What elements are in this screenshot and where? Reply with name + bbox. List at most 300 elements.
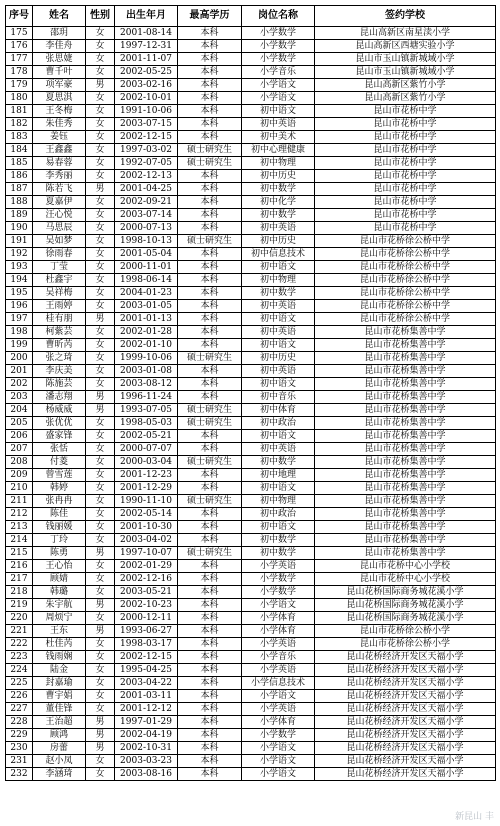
cell-education: 本科 (178, 326, 242, 339)
table-row (6, 53, 496, 66)
cell-birth-date: 1997-01-29 (115, 716, 178, 729)
cell-position: 初中英语 (242, 300, 315, 313)
cell-education: 本科 (178, 105, 242, 118)
cell-school: 昆山市花桥中学 (315, 157, 496, 170)
cell-serial-number: 223 (6, 651, 33, 664)
cell-position: 小学语文 (242, 79, 315, 92)
cell-position: 小学数学 (242, 27, 315, 40)
cell-birth-date: 2003-07-15 (115, 118, 178, 131)
cell-education: 本科 (178, 599, 242, 612)
cell-school: 昆山花桥国际商务城花溪小学 (315, 586, 496, 599)
cell-birth-date: 2003-08-12 (115, 378, 178, 391)
cell-birth-date: 2002-12-13 (115, 170, 178, 183)
cell-gender: 男 (86, 79, 115, 92)
cell-position: 初中数学 (242, 456, 315, 469)
cell-education: 本科 (178, 287, 242, 300)
cell-name: 陈佳 (33, 508, 86, 521)
cell-school: 昆山花桥经济开发区天福小学 (315, 768, 496, 781)
cell-position: 初中物理 (242, 274, 315, 287)
table-row (6, 196, 496, 209)
table-row (6, 131, 496, 144)
cell-gender: 女 (86, 443, 115, 456)
cell-education: 本科 (178, 222, 242, 235)
cell-serial-number: 216 (6, 560, 33, 573)
cell-position: 小学语文 (242, 690, 315, 703)
cell-education: 硕士研究生 (178, 144, 242, 157)
cell-education: 本科 (178, 92, 242, 105)
table-row (6, 768, 496, 781)
cell-gender: 女 (86, 677, 115, 690)
cell-school: 昆山市花桥集善中学 (315, 417, 496, 430)
cell-position: 初中语文 (242, 482, 315, 495)
table-row (6, 66, 496, 79)
cell-serial-number: 186 (6, 170, 33, 183)
cell-school: 昆山高新区南星渎小学 (315, 27, 496, 40)
cell-school: 昆山高新区紫竹小学 (315, 79, 496, 92)
cell-gender: 女 (86, 651, 115, 664)
cell-serial-number: 229 (6, 729, 33, 742)
cell-position: 小学英语 (242, 703, 315, 716)
table-row (6, 105, 496, 118)
table-row (6, 378, 496, 391)
cell-serial-number: 219 (6, 599, 33, 612)
cell-school: 昆山市花桥集善中学 (315, 430, 496, 443)
cell-birth-date: 2002-01-28 (115, 326, 178, 339)
cell-serial-number: 220 (6, 612, 33, 625)
cell-name: 吴祥梅 (33, 287, 86, 300)
table-row (6, 456, 496, 469)
cell-name: 顾婧 (33, 573, 86, 586)
cell-position: 初中语文 (242, 261, 315, 274)
cell-education: 本科 (178, 469, 242, 482)
cell-position: 初中数学 (242, 547, 315, 560)
cell-birth-date: 1996-11-24 (115, 391, 178, 404)
cell-name: 李秀丽 (33, 170, 86, 183)
cell-birth-date: 1993-07-05 (115, 404, 178, 417)
cell-school: 昆山市花桥集善中学 (315, 534, 496, 547)
cell-position: 初中物理 (242, 495, 315, 508)
cell-birth-date: 2002-05-14 (115, 508, 178, 521)
cell-gender: 女 (86, 300, 115, 313)
cell-school: 昆山花桥经济开发区天福小学 (315, 755, 496, 768)
cell-serial-number: 232 (6, 768, 33, 781)
cell-school: 昆山市花桥集善中学 (315, 508, 496, 521)
cell-gender: 女 (86, 209, 115, 222)
header-serial-number: 序号 (6, 6, 33, 27)
cell-position: 初中历史 (242, 352, 315, 365)
cell-name: 曾雪莲 (33, 469, 86, 482)
cell-birth-date: 2002-12-15 (115, 651, 178, 664)
cell-education: 本科 (178, 521, 242, 534)
cell-name: 李佳舟 (33, 40, 86, 53)
cell-education: 硕士研究生 (178, 235, 242, 248)
cell-name: 封嘉瑜 (33, 677, 86, 690)
cell-name: 张之琦 (33, 352, 86, 365)
cell-serial-number: 178 (6, 66, 33, 79)
cell-birth-date: 1991-10-06 (115, 105, 178, 118)
cell-name: 周烦宁 (33, 612, 86, 625)
cell-position: 小学语文 (242, 768, 315, 781)
cell-gender: 女 (86, 248, 115, 261)
cell-school: 昆山市花桥中学 (315, 170, 496, 183)
cell-gender: 女 (86, 560, 115, 573)
cell-birth-date: 2002-01-10 (115, 339, 178, 352)
table-row (6, 222, 496, 235)
cell-education: 本科 (178, 430, 242, 443)
cell-gender: 女 (86, 482, 115, 495)
cell-name: 朱佳秀 (33, 118, 86, 131)
cell-birth-date: 2002-10-23 (115, 599, 178, 612)
cell-serial-number: 180 (6, 92, 33, 105)
cell-serial-number: 176 (6, 40, 33, 53)
cell-school: 昆山花桥经济开发区天福小学 (315, 664, 496, 677)
cell-serial-number: 175 (6, 27, 33, 40)
cell-school: 昆山市花桥集善中学 (315, 547, 496, 560)
cell-education: 硕士研究生 (178, 547, 242, 560)
cell-education: 硕士研究生 (178, 495, 242, 508)
cell-position: 初中数学 (242, 534, 315, 547)
cell-name: 易春蓉 (33, 157, 86, 170)
cell-name: 曹宇娟 (33, 690, 86, 703)
cell-birth-date: 2000-12-11 (115, 612, 178, 625)
cell-gender: 女 (86, 105, 115, 118)
cell-education: 本科 (178, 508, 242, 521)
cell-gender: 女 (86, 430, 115, 443)
cell-position: 小学语文 (242, 599, 315, 612)
cell-serial-number: 214 (6, 534, 33, 547)
table-row (6, 365, 496, 378)
cell-education: 本科 (178, 365, 242, 378)
cell-name: 王冬梅 (33, 105, 86, 118)
cell-serial-number: 207 (6, 443, 33, 456)
cell-education: 本科 (178, 690, 242, 703)
table-row (6, 573, 496, 586)
cell-serial-number: 194 (6, 274, 33, 287)
cell-position: 初中语文 (242, 339, 315, 352)
table-row (6, 625, 496, 638)
table-row (6, 599, 496, 612)
cell-serial-number: 187 (6, 183, 33, 196)
cell-gender: 女 (86, 53, 115, 66)
cell-education: 本科 (178, 66, 242, 79)
cell-serial-number: 221 (6, 625, 33, 638)
cell-position: 初中体育 (242, 404, 315, 417)
cell-name: 陆金 (33, 664, 86, 677)
table-row (6, 235, 496, 248)
cell-name: 王东 (33, 625, 86, 638)
cell-birth-date: 2002-05-25 (115, 66, 178, 79)
cell-name: 李涵琦 (33, 768, 86, 781)
cell-serial-number: 213 (6, 521, 33, 534)
cell-gender: 女 (86, 495, 115, 508)
cell-education: 硕士研究生 (178, 157, 242, 170)
cell-serial-number: 189 (6, 209, 33, 222)
cell-school: 昆山花桥经济开发区天福小学 (315, 729, 496, 742)
cell-education: 本科 (178, 677, 242, 690)
cell-serial-number: 200 (6, 352, 33, 365)
cell-serial-number: 198 (6, 326, 33, 339)
cell-school: 昆山市花桥集善中学 (315, 326, 496, 339)
cell-school: 昆山市花桥集善中学 (315, 391, 496, 404)
cell-gender: 男 (86, 599, 115, 612)
cell-education: 本科 (178, 131, 242, 144)
cell-education: 本科 (178, 651, 242, 664)
cell-gender: 男 (86, 625, 115, 638)
cell-school: 昆山花桥经济开发区天福小学 (315, 742, 496, 755)
cell-gender: 女 (86, 664, 115, 677)
cell-gender: 女 (86, 534, 115, 547)
cell-name: 顾鸿 (33, 729, 86, 742)
cell-education: 本科 (178, 40, 242, 53)
cell-education: 硕士研究生 (178, 417, 242, 430)
cell-position: 小学数学 (242, 573, 315, 586)
cell-school: 昆山市花桥集善中学 (315, 482, 496, 495)
cell-name: 付菱 (33, 456, 86, 469)
cell-gender: 女 (86, 352, 115, 365)
cell-name: 吴如梦 (33, 235, 86, 248)
cell-name: 丁玲 (33, 534, 86, 547)
cell-gender: 女 (86, 144, 115, 157)
table-row (6, 40, 496, 53)
cell-school: 昆山市花桥中心小学校 (315, 573, 496, 586)
cell-position: 小学体育 (242, 716, 315, 729)
cell-birth-date: 2001-05-04 (115, 248, 178, 261)
table-row (6, 118, 496, 131)
cell-position: 初中化学 (242, 196, 315, 209)
cell-position: 初中音乐 (242, 391, 315, 404)
cell-gender: 男 (86, 404, 115, 417)
cell-serial-number: 195 (6, 287, 33, 300)
cell-education: 本科 (178, 118, 242, 131)
cell-position: 初中政治 (242, 417, 315, 430)
cell-birth-date: 2003-04-02 (115, 534, 178, 547)
cell-position: 初中历史 (242, 170, 315, 183)
cell-education: 本科 (178, 248, 242, 261)
cell-position: 初中语文 (242, 378, 315, 391)
cell-position: 小学数学 (242, 40, 315, 53)
cell-serial-number: 225 (6, 677, 33, 690)
cell-serial-number: 210 (6, 482, 33, 495)
cell-birth-date: 2003-03-23 (115, 755, 178, 768)
cell-birth-date: 2002-05-21 (115, 430, 178, 443)
cell-school: 昆山市花桥集善中学 (315, 339, 496, 352)
cell-school: 昆山市花桥集善中学 (315, 365, 496, 378)
cell-serial-number: 222 (6, 638, 33, 651)
cell-serial-number: 177 (6, 53, 33, 66)
cell-name: 陈施芸 (33, 378, 86, 391)
cell-position: 初中英语 (242, 365, 315, 378)
cell-school: 昆山市花桥徐公桥中学 (315, 274, 496, 287)
cell-position: 初中美术 (242, 131, 315, 144)
cell-education: 本科 (178, 339, 242, 352)
cell-school: 昆山市花桥徐公桥中学 (315, 261, 496, 274)
cell-school: 昆山花桥经济开发区天福小学 (315, 651, 496, 664)
cell-name: 柯紫芸 (33, 326, 86, 339)
table-row (6, 144, 496, 157)
cell-position: 小学音乐 (242, 651, 315, 664)
cell-name: 马思辰 (33, 222, 86, 235)
cell-birth-date: 2002-04-19 (115, 729, 178, 742)
cell-name: 曹千叶 (33, 66, 86, 79)
cell-birth-date: 2003-08-16 (115, 768, 178, 781)
cell-serial-number: 201 (6, 365, 33, 378)
cell-education: 本科 (178, 196, 242, 209)
cell-serial-number: 204 (6, 404, 33, 417)
table-body (6, 27, 496, 781)
cell-position: 小学体育 (242, 612, 315, 625)
cell-gender: 女 (86, 170, 115, 183)
cell-gender: 女 (86, 92, 115, 105)
table-row (6, 183, 496, 196)
cell-serial-number: 203 (6, 391, 33, 404)
cell-name: 陈若飞 (33, 183, 86, 196)
cell-serial-number: 182 (6, 118, 33, 131)
cell-school: 昆山市花桥中学 (315, 131, 496, 144)
cell-education: 本科 (178, 183, 242, 196)
cell-name: 项军豪 (33, 79, 86, 92)
cell-serial-number: 218 (6, 586, 33, 599)
cell-position: 小学信息技术 (242, 677, 315, 690)
cell-name: 潘志翔 (33, 391, 86, 404)
cell-education: 本科 (178, 534, 242, 547)
cell-serial-number: 212 (6, 508, 33, 521)
cell-serial-number: 181 (6, 105, 33, 118)
cell-name: 赵小凤 (33, 755, 86, 768)
cell-education: 本科 (178, 313, 242, 326)
table-row (6, 170, 496, 183)
table-row (6, 404, 496, 417)
cell-school: 昆山高新区紫竹小学 (315, 92, 496, 105)
cell-birth-date: 2000-11-01 (115, 261, 178, 274)
cell-position: 初中语文 (242, 313, 315, 326)
cell-name: 姜钰 (33, 131, 86, 144)
cell-school: 昆山市花桥集善中学 (315, 495, 496, 508)
cell-position: 初中语文 (242, 430, 315, 443)
cell-serial-number: 205 (6, 417, 33, 430)
cell-name: 钱雨娴 (33, 651, 86, 664)
cell-school: 昆山花桥经济开发区天福小学 (315, 716, 496, 729)
cell-school: 昆山市花桥中学 (315, 144, 496, 157)
cell-name: 韩璐 (33, 586, 86, 599)
cell-birth-date: 1997-12-31 (115, 40, 178, 53)
header-birth-date: 出生年月 (115, 6, 178, 27)
cell-gender: 女 (86, 235, 115, 248)
cell-birth-date: 1998-06-14 (115, 274, 178, 287)
cell-education: 本科 (178, 768, 242, 781)
table-row (6, 716, 496, 729)
table-row (6, 391, 496, 404)
cell-gender: 女 (86, 118, 115, 131)
table-row (6, 755, 496, 768)
cell-school: 昆山市玉山镇新城域小学 (315, 53, 496, 66)
cell-school: 昆山市花桥中学 (315, 183, 496, 196)
cell-school: 昆山市花桥徐公桥中学 (315, 313, 496, 326)
cell-name: 邵玥 (33, 27, 86, 40)
cell-gender: 女 (86, 261, 115, 274)
cell-gender: 女 (86, 339, 115, 352)
cell-birth-date: 2003-01-05 (115, 300, 178, 313)
cell-gender: 女 (86, 469, 115, 482)
teacher-signing-table (5, 5, 496, 781)
cell-birth-date: 2001-10-30 (115, 521, 178, 534)
cell-school: 昆山市花桥集善中学 (315, 352, 496, 365)
cell-serial-number: 193 (6, 261, 33, 274)
cell-education: 本科 (178, 664, 242, 677)
cell-gender: 女 (86, 274, 115, 287)
cell-gender: 女 (86, 66, 115, 79)
table-row (6, 287, 496, 300)
table-row (6, 521, 496, 534)
table-row (6, 495, 496, 508)
cell-position: 初中英语 (242, 222, 315, 235)
cell-name: 桂有朋 (33, 313, 86, 326)
cell-name: 张思婕 (33, 53, 86, 66)
cell-school: 昆山市花桥中学 (315, 196, 496, 209)
cell-birth-date: 1998-05-03 (115, 417, 178, 430)
cell-serial-number: 228 (6, 716, 33, 729)
cell-gender: 女 (86, 131, 115, 144)
cell-school: 昆山花桥国际商务城花溪小学 (315, 612, 496, 625)
cell-gender: 女 (86, 196, 115, 209)
header-education: 最高学历 (178, 6, 242, 27)
cell-birth-date: 2003-01-08 (115, 365, 178, 378)
cell-education: 本科 (178, 482, 242, 495)
cell-birth-date: 1997-10-07 (115, 547, 178, 560)
cell-school: 昆山市花桥集善中学 (315, 521, 496, 534)
cell-birth-date: 1997-03-02 (115, 144, 178, 157)
cell-school: 昆山花桥经济开发区天福小学 (315, 677, 496, 690)
cell-gender: 女 (86, 768, 115, 781)
table-row (6, 703, 496, 716)
cell-gender: 女 (86, 703, 115, 716)
cell-serial-number: 231 (6, 755, 33, 768)
cell-serial-number: 188 (6, 196, 33, 209)
cell-gender: 女 (86, 755, 115, 768)
cell-school: 昆山市花桥中学 (315, 222, 496, 235)
cell-birth-date: 2000-07-07 (115, 443, 178, 456)
cell-school: 昆山高新区西塘实验小学 (315, 40, 496, 53)
cell-position: 小学数学 (242, 586, 315, 599)
cell-school: 昆山花桥经济开发区天福小学 (315, 703, 496, 716)
table-row (6, 469, 496, 482)
cell-gender: 女 (86, 586, 115, 599)
cell-education: 本科 (178, 209, 242, 222)
table-row (6, 274, 496, 287)
table-row (6, 92, 496, 105)
cell-serial-number: 209 (6, 469, 33, 482)
cell-education: 本科 (178, 170, 242, 183)
cell-gender: 女 (86, 157, 115, 170)
cell-name: 张冉冉 (33, 495, 86, 508)
cell-birth-date: 2002-12-15 (115, 131, 178, 144)
cell-birth-date: 1990-11-10 (115, 495, 178, 508)
table-row (6, 430, 496, 443)
cell-name: 杜佳芮 (33, 638, 86, 651)
cell-education: 本科 (178, 443, 242, 456)
cell-name: 韩婷 (33, 482, 86, 495)
table-row (6, 729, 496, 742)
cell-birth-date: 2001-04-25 (115, 183, 178, 196)
cell-name: 杜鑫宇 (33, 274, 86, 287)
cell-serial-number: 217 (6, 573, 33, 586)
cell-serial-number: 211 (6, 495, 33, 508)
table-row (6, 352, 496, 365)
cell-name: 朱宇航 (33, 599, 86, 612)
cell-education: 本科 (178, 729, 242, 742)
cell-gender: 女 (86, 690, 115, 703)
cell-gender: 男 (86, 729, 115, 742)
cell-education: 本科 (178, 261, 242, 274)
